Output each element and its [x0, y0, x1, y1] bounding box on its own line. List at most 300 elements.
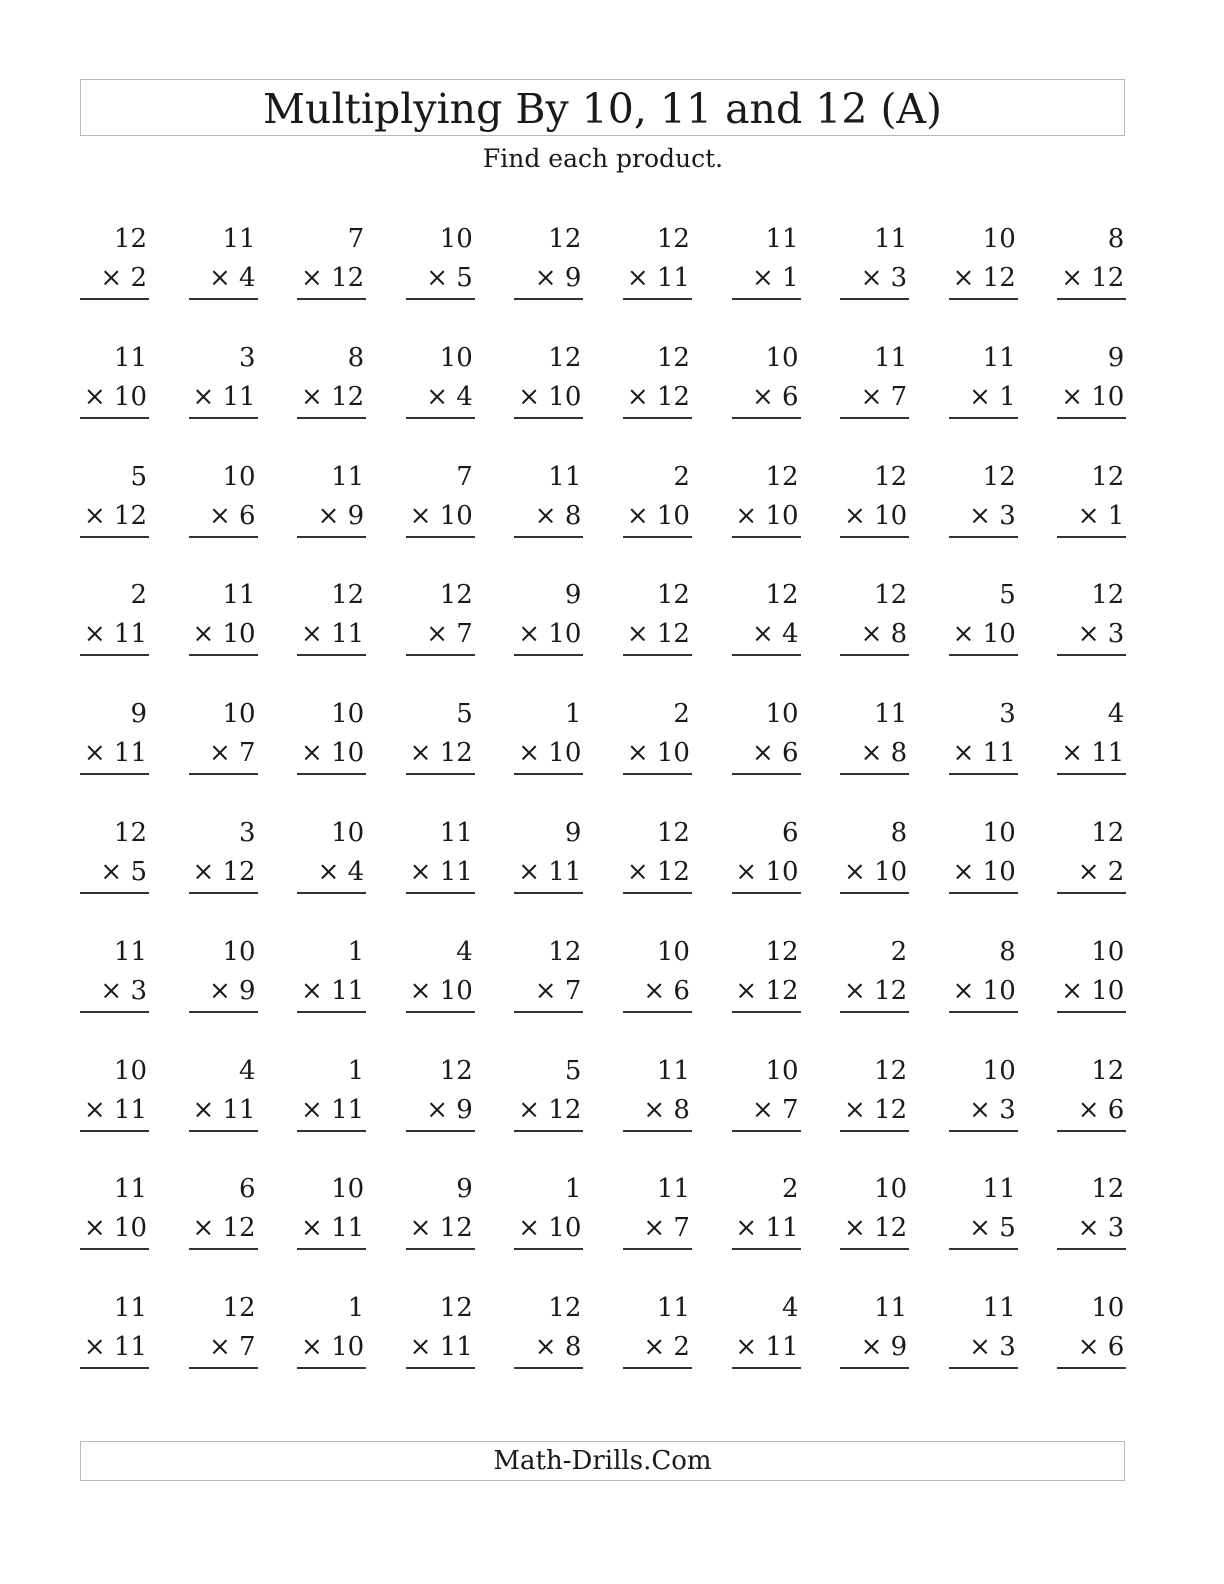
problem-7-8: [840, 933, 909, 1052]
problem-8-2: [189, 1052, 258, 1171]
problem-multiplier: × 10: [949, 972, 1018, 1013]
problem-multiplier: × 6: [732, 734, 801, 775]
problem-factor: 9: [564, 580, 582, 611]
problem-multiplier: × 7: [514, 972, 583, 1013]
problem-multiplier: × 12: [840, 972, 909, 1013]
problem-5-2: [189, 695, 258, 814]
problem-multiplier: × 12: [840, 1209, 909, 1250]
problem-multiplier: × 12: [514, 1091, 583, 1132]
problem-factor: 12: [1091, 817, 1125, 848]
problem-factor: 11: [222, 580, 256, 611]
problem-8-1: [80, 1052, 149, 1171]
problem-multiplier: × 8: [623, 1091, 692, 1132]
problem-4-9: [949, 576, 1018, 695]
problem-factor: 2: [673, 461, 690, 492]
problem-6-10: [1057, 814, 1126, 933]
problem-8-4: [406, 1052, 475, 1171]
problem-9-5: [514, 1170, 583, 1289]
problem-5-9: [949, 695, 1018, 814]
problem-2-1: [80, 339, 149, 458]
problem-multiplier: × 1: [732, 259, 801, 300]
problem-multiplier: × 10: [732, 853, 801, 894]
problem-multiplier: × 3: [1057, 1209, 1126, 1250]
problem-multiplier: × 12: [732, 972, 801, 1013]
problem-multiplier: × 3: [949, 1091, 1018, 1132]
problem-1-10: [1057, 220, 1126, 339]
problem-factor: 10: [222, 461, 256, 492]
problem-6-1: [80, 814, 149, 933]
problem-2-7: [732, 339, 801, 458]
problem-8-3: [297, 1052, 366, 1171]
problem-8-9: [949, 1052, 1018, 1171]
problem-factor: 11: [982, 1293, 1016, 1324]
problem-6-3: [297, 814, 366, 933]
problem-2-9: [949, 339, 1018, 458]
problem-1-3: [297, 220, 366, 339]
problem-multiplier: × 4: [406, 378, 475, 419]
problem-factor: 12: [765, 461, 799, 492]
problem-factor: 5: [564, 1055, 582, 1086]
problem-7-7: [732, 933, 801, 1052]
problem-multiplier: × 10: [514, 734, 583, 775]
problem-4-1: [80, 576, 149, 695]
problem-1-8: [840, 220, 909, 339]
problem-5-3: [297, 695, 366, 814]
problem-factor: 10: [656, 936, 690, 967]
problem-multiplier: × 8: [514, 497, 583, 538]
problem-7-10: [1057, 933, 1126, 1052]
problem-4-8: [840, 576, 909, 695]
problem-factor: 6: [782, 817, 799, 848]
problem-factor: 8: [890, 817, 908, 848]
problem-7-5: [514, 933, 583, 1052]
problem-8-8: [840, 1052, 909, 1171]
problem-factor: 10: [331, 817, 365, 848]
problem-factor: 11: [113, 342, 147, 373]
problem-multiplier: × 10: [840, 497, 909, 538]
problem-multiplier: × 12: [623, 378, 692, 419]
problem-multiplier: × 10: [297, 1328, 366, 1369]
problem-multiplier: × 11: [80, 1328, 149, 1369]
problem-factor: 12: [1091, 1174, 1125, 1205]
problem-multiplier: × 10: [406, 972, 475, 1013]
problem-multiplier: × 10: [189, 615, 258, 656]
problem-multiplier: × 11: [189, 378, 258, 419]
problem-6-4: [406, 814, 475, 933]
problem-multiplier: × 7: [840, 378, 909, 419]
problem-factor: 12: [113, 817, 147, 848]
problem-factor: 11: [982, 342, 1016, 373]
problem-9-3: [297, 1170, 366, 1289]
problem-factor: 10: [765, 342, 799, 373]
problem-factor: 12: [656, 342, 690, 373]
problem-4-5: [514, 576, 583, 695]
problem-factor: 10: [331, 1174, 365, 1205]
problem-4-10: [1057, 576, 1126, 695]
problem-9-10: [1057, 1170, 1126, 1289]
problem-3-10: [1057, 458, 1126, 577]
problem-10-7: [732, 1289, 801, 1408]
problem-multiplier: × 12: [949, 259, 1018, 300]
problem-factor: 9: [1107, 342, 1125, 373]
problem-factor: 1: [564, 699, 582, 730]
problem-multiplier: × 9: [297, 497, 366, 538]
problem-multiplier: × 11: [80, 615, 149, 656]
problem-factor: 8: [1107, 224, 1125, 254]
problem-5-6: [623, 695, 692, 814]
problem-multiplier: × 11: [80, 1091, 149, 1132]
problem-factor: 10: [874, 1174, 908, 1205]
problem-5-10: [1057, 695, 1126, 814]
problem-factor: 12: [548, 936, 582, 967]
problem-multiplier: × 9: [189, 972, 258, 1013]
problem-factor: 12: [1091, 461, 1125, 492]
problem-multiplier: × 9: [514, 259, 583, 300]
problem-factor: 10: [982, 224, 1016, 254]
problem-factor: 5: [130, 461, 147, 492]
problem-factor: 8: [999, 936, 1016, 967]
problem-1-7: [732, 220, 801, 339]
problem-factor: 12: [765, 936, 799, 967]
problem-multiplier: × 3: [949, 497, 1018, 538]
problem-factor: 2: [130, 580, 147, 611]
problem-5-7: [732, 695, 801, 814]
problem-2-4: [406, 339, 475, 458]
problem-7-4: [406, 933, 475, 1052]
problem-multiplier: × 4: [732, 615, 801, 656]
problem-multiplier: × 10: [732, 497, 801, 538]
problem-multiplier: × 3: [949, 1328, 1018, 1369]
problem-multiplier: × 1: [949, 378, 1018, 419]
problem-multiplier: × 3: [1057, 615, 1126, 656]
problem-10-6: [623, 1289, 692, 1408]
problem-multiplier: × 6: [189, 497, 258, 538]
problem-factor: 11: [765, 224, 799, 254]
problem-8-6: [623, 1052, 692, 1171]
problem-10-2: [189, 1289, 258, 1408]
problem-multiplier: × 7: [189, 734, 258, 775]
problem-multiplier: × 10: [949, 853, 1018, 894]
problem-factor: 11: [331, 461, 365, 492]
problem-factor: 12: [1091, 1055, 1125, 1086]
problem-9-9: [949, 1170, 1018, 1289]
problem-3-6: [623, 458, 692, 577]
problem-factor: 12: [222, 1293, 256, 1324]
problem-multiplier: × 10: [949, 615, 1018, 656]
problem-5-1: [80, 695, 149, 814]
problem-multiplier: × 2: [623, 1328, 692, 1369]
problem-2-10: [1057, 339, 1126, 458]
problem-multiplier: × 7: [406, 615, 475, 656]
problem-multiplier: × 6: [732, 378, 801, 419]
problem-9-7: [732, 1170, 801, 1289]
problem-10-9: [949, 1289, 1018, 1408]
problem-multiplier: × 6: [1057, 1328, 1126, 1369]
problem-5-8: [840, 695, 909, 814]
problem-factor: 11: [439, 817, 473, 848]
problem-multiplier: × 11: [297, 972, 366, 1013]
problem-multiplier: × 11: [732, 1209, 801, 1250]
problem-multiplier: × 12: [623, 853, 692, 894]
problem-factor: 10: [765, 1055, 799, 1086]
problem-multiplier: × 11: [623, 259, 692, 300]
problem-multiplier: × 11: [514, 853, 583, 894]
problem-multiplier: × 2: [1057, 853, 1126, 894]
problem-10-10: [1057, 1289, 1126, 1408]
problem-multiplier: × 3: [840, 259, 909, 300]
problem-3-9: [949, 458, 1018, 577]
problem-factor: 12: [439, 1055, 473, 1086]
problem-multiplier: × 4: [297, 853, 366, 894]
problem-3-2: [189, 458, 258, 577]
problem-grid: [80, 220, 1126, 1408]
problem-2-5: [514, 339, 583, 458]
problem-factor: 12: [874, 1055, 908, 1086]
problem-3-3: [297, 458, 366, 577]
problem-factor: 1: [347, 1293, 365, 1324]
problem-factor: 10: [113, 1055, 147, 1086]
problem-7-3: [297, 933, 366, 1052]
problem-multiplier: × 5: [949, 1209, 1018, 1250]
problem-multiplier: × 5: [80, 853, 149, 894]
problem-10-5: [514, 1289, 583, 1408]
problem-factor: 11: [113, 936, 147, 967]
problem-7-9: [949, 933, 1018, 1052]
problem-1-5: [514, 220, 583, 339]
problem-multiplier: × 10: [840, 853, 909, 894]
problem-factor: 5: [456, 699, 473, 730]
problem-factor: 11: [874, 342, 908, 373]
problem-6-7: [732, 814, 801, 933]
problem-factor: 12: [439, 580, 473, 611]
problem-multiplier: × 10: [80, 1209, 149, 1250]
problem-factor: 12: [548, 342, 582, 373]
problem-8-10: [1057, 1052, 1126, 1171]
problem-4-2: [189, 576, 258, 695]
problem-factor: 10: [1091, 936, 1125, 967]
problem-factor: 11: [874, 699, 908, 730]
problem-factor: 10: [222, 699, 256, 730]
problem-factor: 12: [439, 1293, 473, 1324]
problem-factor: 11: [548, 461, 582, 492]
problem-factor: 10: [222, 936, 256, 967]
problem-5-4: [406, 695, 475, 814]
problem-multiplier: × 12: [80, 497, 149, 538]
problem-factor: 12: [656, 817, 690, 848]
problem-8-5: [514, 1052, 583, 1171]
problem-10-3: [297, 1289, 366, 1408]
problem-multiplier: × 11: [1057, 734, 1126, 775]
problem-multiplier: × 12: [297, 259, 366, 300]
problem-factor: 6: [239, 1174, 256, 1205]
problem-4-6: [623, 576, 692, 695]
problem-factor: 12: [548, 224, 582, 254]
problem-multiplier: × 11: [297, 1209, 366, 1250]
problem-multiplier: × 12: [189, 1209, 258, 1250]
problem-multiplier: × 7: [189, 1328, 258, 1369]
problem-factor: 10: [439, 224, 473, 254]
problem-factor: 9: [130, 699, 147, 730]
problem-multiplier: × 6: [1057, 1091, 1126, 1132]
problem-multiplier: × 12: [1057, 259, 1126, 300]
problem-multiplier: × 11: [406, 1328, 475, 1369]
problem-1-9: [949, 220, 1018, 339]
problem-factor: 10: [982, 817, 1016, 848]
problem-multiplier: × 11: [949, 734, 1018, 775]
problem-factor: 10: [1091, 1293, 1125, 1324]
problem-multiplier: × 11: [406, 853, 475, 894]
problem-multiplier: × 12: [840, 1091, 909, 1132]
problem-multiplier: × 11: [297, 615, 366, 656]
problem-multiplier: × 3: [80, 972, 149, 1013]
problem-factor: 11: [656, 1293, 690, 1324]
problem-multiplier: × 10: [1057, 378, 1126, 419]
problem-factor: 2: [782, 1174, 799, 1205]
problem-9-8: [840, 1170, 909, 1289]
problem-multiplier: × 10: [297, 734, 366, 775]
problem-7-1: [80, 933, 149, 1052]
problem-factor: 12: [548, 1293, 582, 1324]
problem-factor: 7: [456, 461, 473, 492]
footer-box: [80, 1441, 1125, 1481]
problem-multiplier: × 7: [623, 1209, 692, 1250]
worksheet-instructions: Find each product.: [482, 144, 724, 173]
problem-factor: 11: [982, 1174, 1016, 1205]
problem-factor: 1: [347, 1055, 365, 1086]
problem-4-7: [732, 576, 801, 695]
problem-factor: 9: [564, 817, 582, 848]
problem-multiplier: × 11: [189, 1091, 258, 1132]
problem-factor: 12: [765, 580, 799, 611]
problem-multiplier: × 11: [80, 734, 149, 775]
problem-factor: 11: [874, 1293, 908, 1324]
problem-factor: 11: [113, 1174, 147, 1205]
problem-multiplier: × 10: [623, 734, 692, 775]
problem-multiplier: × 2: [80, 259, 149, 300]
problem-factor: 4: [239, 1055, 256, 1086]
problem-multiplier: × 12: [406, 734, 475, 775]
problem-factor: 11: [222, 224, 256, 254]
problem-factor: 12: [1091, 580, 1125, 611]
problem-multiplier: × 11: [732, 1328, 801, 1369]
problem-factor: 7: [347, 224, 365, 254]
problem-1-6: [623, 220, 692, 339]
problem-10-4: [406, 1289, 475, 1408]
problem-multiplier: × 8: [514, 1328, 583, 1369]
problem-4-4: [406, 576, 475, 695]
problem-6-8: [840, 814, 909, 933]
problem-multiplier: × 10: [514, 615, 583, 656]
problem-factor: 3: [239, 342, 256, 373]
problem-10-1: [80, 1289, 149, 1408]
problem-5-5: [514, 695, 583, 814]
problem-factor: 4: [456, 936, 473, 967]
problem-factor: 5: [999, 580, 1016, 611]
problem-factor: 4: [782, 1293, 799, 1324]
problem-2-3: [297, 339, 366, 458]
problem-9-2: [189, 1170, 258, 1289]
problem-factor: 10: [331, 699, 365, 730]
problem-multiplier: × 10: [623, 497, 692, 538]
problem-3-8: [840, 458, 909, 577]
problem-factor: 4: [1107, 699, 1125, 730]
problem-3-1: [80, 458, 149, 577]
problem-multiplier: × 10: [514, 1209, 583, 1250]
problem-multiplier: × 8: [840, 734, 909, 775]
problem-multiplier: × 12: [297, 378, 366, 419]
problem-factor: 11: [656, 1174, 690, 1205]
problem-2-8: [840, 339, 909, 458]
problem-7-2: [189, 933, 258, 1052]
problem-multiplier: × 10: [514, 378, 583, 419]
problem-factor: 1: [564, 1174, 582, 1205]
problem-multiplier: × 10: [1057, 972, 1126, 1013]
problem-factor: 10: [982, 1055, 1016, 1086]
problem-9-4: [406, 1170, 475, 1289]
problem-multiplier: × 12: [406, 1209, 475, 1250]
problem-factor: 12: [982, 461, 1016, 492]
problem-multiplier: × 7: [732, 1091, 801, 1132]
problem-6-6: [623, 814, 692, 933]
problem-factor: 12: [331, 580, 365, 611]
problem-multiplier: × 10: [406, 497, 475, 538]
problem-7-6: [623, 933, 692, 1052]
problem-factor: 12: [656, 580, 690, 611]
problem-10-8: [840, 1289, 909, 1408]
problem-8-7: [732, 1052, 801, 1171]
problem-multiplier: × 8: [840, 615, 909, 656]
problem-multiplier: × 9: [406, 1091, 475, 1132]
problem-multiplier: × 5: [406, 259, 475, 300]
problem-3-4: [406, 458, 475, 577]
problem-multiplier: × 12: [623, 615, 692, 656]
worksheet-title: Multiplying By 10, 11 and 12 (A): [262, 85, 943, 133]
problem-multiplier: × 9: [840, 1328, 909, 1369]
problem-factor: 10: [439, 342, 473, 373]
problem-factor: 11: [874, 224, 908, 254]
problem-multiplier: × 1: [1057, 497, 1126, 538]
problem-4-3: [297, 576, 366, 695]
problem-factor: 2: [890, 936, 908, 967]
problem-2-2: [189, 339, 258, 458]
problem-2-6: [623, 339, 692, 458]
problem-9-6: [623, 1170, 692, 1289]
problem-factor: 12: [113, 224, 147, 254]
problem-1-2: [189, 220, 258, 339]
problem-1-1: [80, 220, 149, 339]
problem-6-2: [189, 814, 258, 933]
problem-9-1: [80, 1170, 149, 1289]
title-box: [80, 79, 1125, 136]
problem-multiplier: × 12: [189, 853, 258, 894]
problem-factor: 1: [347, 936, 365, 967]
problem-3-7: [732, 458, 801, 577]
problem-factor: 9: [456, 1174, 473, 1205]
problem-factor: 2: [673, 699, 690, 730]
problem-factor: 3: [999, 699, 1016, 730]
problem-6-5: [514, 814, 583, 933]
problem-factor: 10: [765, 699, 799, 730]
problem-factor: 3: [239, 817, 256, 848]
problem-multiplier: × 4: [189, 259, 258, 300]
problem-factor: 12: [656, 224, 690, 254]
footer-site-name: Math-Drills.Com: [493, 1446, 712, 1476]
problem-factor: 11: [656, 1055, 690, 1086]
problem-factor: 8: [347, 342, 365, 373]
problem-factor: 11: [113, 1293, 147, 1324]
problem-multiplier: × 10: [80, 378, 149, 419]
problem-3-5: [514, 458, 583, 577]
